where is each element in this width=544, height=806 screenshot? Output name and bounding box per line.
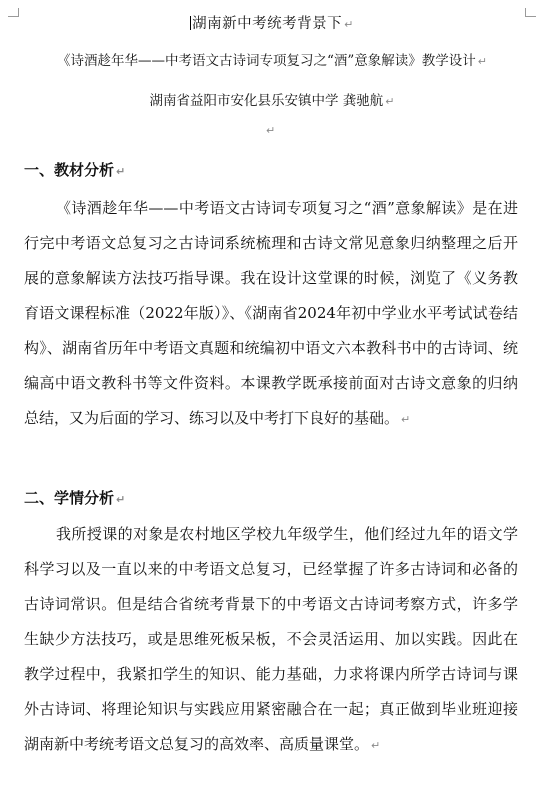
empty-paragraph-mark-icon[interactable]: ↵ <box>266 124 276 137</box>
section-body-text: 《诗酒趁年华——中考语文古诗词专项复习之“酒”意象解读》是在进行完中考语文总复习之古诗词系统梳理和古诗文常见意象归纳整理之后开展的意象解读方法技巧指导课。我在设计这堂课的时候，浏览了《义务教育语文课程标准（2022年版）》、《湖南省2024年初中学业水平考试试卷结构》、湖南省历年中考语文真题和统编初中语文六本教科书中的古诗词、统编高中语文教科书等文件资料。本课教学既承接前面对古诗文意象的归纳总结，又为后面的学习、练习以及中考打下良好的基础。 <box>24 199 518 427</box>
paragraph-mark-icon: ↵ <box>477 55 488 68</box>
section-heading-student-analysis[interactable] <box>24 487 125 508</box>
section-heading-textbook-analysis[interactable] <box>24 159 125 180</box>
document-author: 湖南省益阳市安化县乐安镇中学 龚驰航 <box>149 93 384 109</box>
paragraph-mark-icon: ↵ <box>371 739 381 752</box>
section-body-textbook-analysis[interactable] <box>24 191 518 437</box>
document-subtitle: 《诗酒趁年华——中考语文古诗词专项复习之“酒”意象解读》教学设计 <box>56 53 476 69</box>
section-body-text: 我所授课的对象是农村地区学校九年级学生，他们经过九年的语文学科学习以及一直以来的中考语文总复习，已经掌握了许多古诗词和必备的古诗词常识。但是结合省统考背景下的中考语文古诗词考察方式，许多学生缺少方法技巧，或是思维死板呆板，不会灵活运用、加以实践。因此在教学过程中，我紧扣学生的知识、能力基础，力求将课内所学古诗词与课外古诗词、将理论知识与实践应用紧密融合在一起；真正做到毕业班迎接湖南新中考统考语文总复习的高效率、高质量课堂。 <box>24 525 518 753</box>
document-author-line[interactable] <box>0 89 544 109</box>
section-heading-text: 二、学情分析 <box>24 489 115 507</box>
document-subtitle-line[interactable] <box>0 49 544 69</box>
paragraph-mark-icon: ↵ <box>116 493 126 506</box>
document-title: 湖南新中考统考背景下 <box>192 16 343 32</box>
paragraph-mark-icon: ↵ <box>344 18 354 31</box>
section-body-student-analysis[interactable] <box>24 517 518 763</box>
section-heading-text: 一、教材分析 <box>24 161 115 179</box>
document-title-line[interactable] <box>0 12 544 33</box>
paragraph-mark-icon: ↵ <box>401 413 411 426</box>
text-cursor <box>190 16 191 30</box>
paragraph-mark-icon: ↵ <box>385 95 395 108</box>
paragraph-mark-icon: ↵ <box>116 165 126 178</box>
